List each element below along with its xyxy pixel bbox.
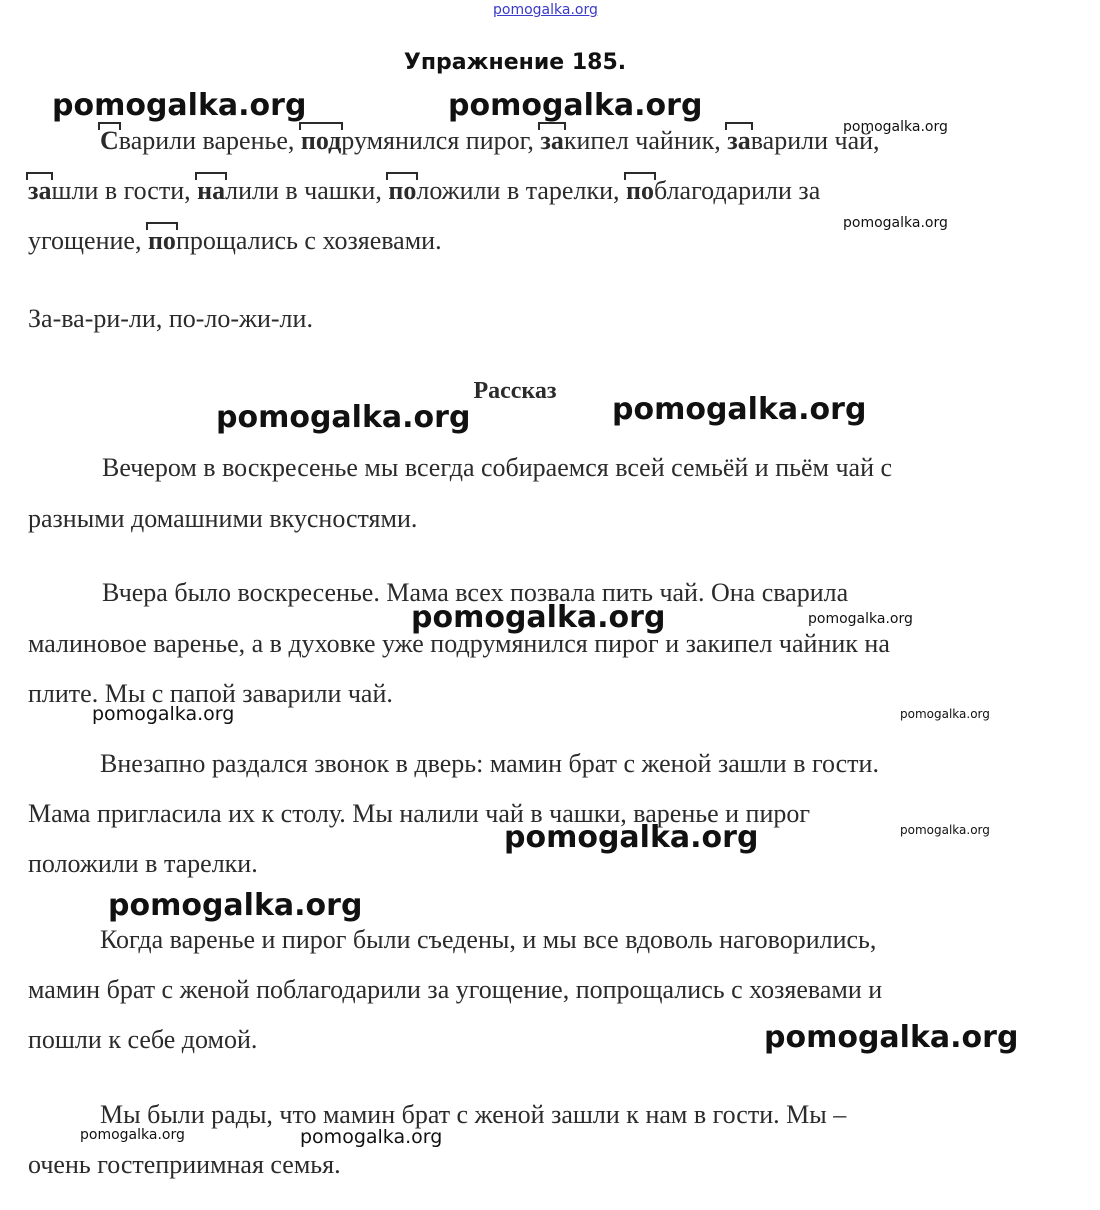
- story-line: разными домашними вкусностями.: [28, 504, 418, 533]
- watermark: pomogalka.org: [411, 600, 666, 635]
- story-line: Мы были рады, что мамин брат с женой зашли к нам в гости. Мы –: [100, 1100, 847, 1129]
- prefix-mark: за: [540, 126, 564, 155]
- prefix-mark: по: [626, 176, 654, 205]
- part1-line-1: Сварили варенье, подрумянился пирог, закипел чайник, заварили чай,: [100, 126, 880, 155]
- prefix-mark: за: [727, 126, 751, 155]
- prefix-mark: за: [28, 176, 52, 205]
- story-line: Мама пригласила их к столу. Мы налили чай в чашки, варенье и пирог: [28, 799, 811, 828]
- story-line: плите. Мы с папой заварили чай.: [28, 679, 393, 708]
- story-line: Внезапно раздался звонок в дверь: мамин брат с женой зашли в гости.: [100, 749, 879, 778]
- watermark: pomogalka.org: [504, 820, 759, 855]
- part1-line-3: угощение, попрощались с хозяевами.: [28, 226, 442, 255]
- story-line: очень гостеприимная семья.: [28, 1150, 341, 1179]
- prefix-mark: С: [100, 126, 119, 155]
- prefix-mark: на: [197, 176, 226, 205]
- story-line: Вчера было воскресенье. Мама всех позвала пить чай. Она сварила: [102, 578, 849, 607]
- story-line: Когда варенье и пирог были съедены, и мы все вдоволь наговорились,: [100, 925, 877, 954]
- watermark: pomogalka.org: [216, 400, 471, 435]
- prefix-mark: под: [300, 126, 342, 155]
- watermark: pomogalka.org: [108, 888, 363, 923]
- story-line: малиновое варенье, а в духовке уже подрумянился пирог и закипел чайник на: [28, 629, 890, 658]
- exercise-title: Упражнение 185.: [403, 50, 627, 75]
- syllable-division: За-ва-ри-ли, по-ло-жи-ли.: [28, 304, 313, 333]
- story-line: мамин брат с женой поблагодарили за угощение, попрощались с хозяевами и: [28, 975, 883, 1004]
- story-line: положили в тарелки.: [28, 849, 258, 878]
- watermark: pomogalka.org: [843, 215, 948, 231]
- prefix-mark: по: [388, 176, 417, 205]
- watermark: pomogalka.org: [843, 119, 948, 135]
- part1-line-2: зашли в гости, налили в чашки, положили в тарелки, поблагодарили за: [28, 176, 821, 205]
- watermark: pomogalka.org: [52, 88, 307, 123]
- watermark: pomogalka.org: [764, 1020, 1019, 1055]
- prefix-mark: по: [147, 226, 176, 255]
- watermark: pomogalka.org: [300, 1126, 443, 1148]
- watermark: pomogalka.org: [808, 611, 913, 627]
- story-line: Вечером в воскресенье мы всегда собираемся всей семьёй и пьём чай с: [102, 453, 893, 482]
- top-watermark-link[interactable]: pomogalka.org: [493, 2, 598, 18]
- watermark: pomogalka.org: [448, 88, 703, 123]
- watermark: pomogalka.org: [80, 1127, 185, 1143]
- watermark: pomogalka.org: [900, 707, 990, 721]
- watermark: pomogalka.org: [92, 703, 235, 725]
- watermark: pomogalka.org: [900, 823, 990, 837]
- story-line: пошли к себе домой.: [28, 1025, 258, 1054]
- watermark: pomogalka.org: [612, 392, 867, 427]
- story-heading: Рассказ: [473, 378, 557, 404]
